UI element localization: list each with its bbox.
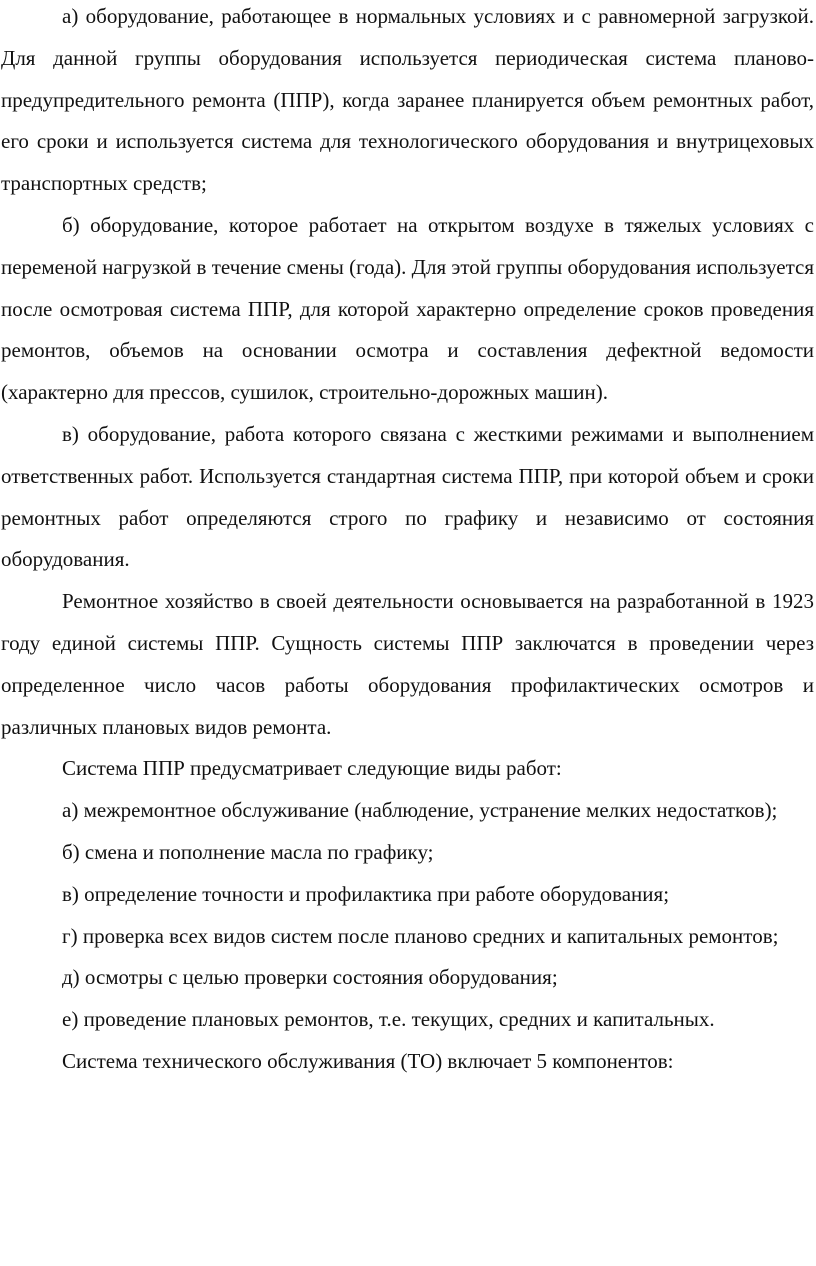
list-item-a: а) межремонтное обслуживание (наблюдение, устранение мелких недостатков); (62, 798, 778, 823)
list-item-b: б) смена и пополнение масла по графику; (62, 839, 434, 864)
paragraph-ppr-works-intro: Система ППР предусматривает следующие виды работ: (62, 756, 562, 781)
paragraph-repair-economy: Ремонтное хозяйство в своей деятельности основывается на разработанной в 1923 году единой системы ППР. Сущность системы ППР заключатся в проведении через определенное число часов работы оборудования профилактических осмотров и различных плановых видов ремонта. (1, 589, 814, 739)
paragraph-equipment-group-b: б) оборудование, которое работает на открытом воздухе в тяжелых условиях с переменой нагрузкой в течение смены (года). Для этой группы оборудования используется после осмотровая система ППР, для которой характерно определение сроков проведения ремонтов, объемов на основании осмотра и составления дефектной ведомости (характерно для прессов, сушилок, строительно-дорожных машин). (1, 212, 814, 405)
list-item-e: д) осмотры с целью проверки состояния оборудования; (62, 965, 558, 990)
list-item-d: г) проверка всех видов систем после планово средних и капитальных ремонтов; (62, 923, 779, 948)
paragraph-equipment-group-c: в) оборудование, работа которого связана с жесткими режимами и выполнением ответственных работ. Используется стандартная система ППР, при которой объем и сроки ремонтных работ определяются строго по графику и независимо от состояния оборудования. (1, 421, 814, 572)
list-item-f: е) проведение плановых ремонтов, т.е. текущих, средних и капитальных. (62, 1007, 715, 1032)
paragraph-maintenance-system: Система технического обслуживания (ТО) включает 5 компонентов: (62, 1048, 674, 1073)
paragraph-equipment-group-a: а) оборудование, работающее в нормальных условиях и с равномерной загрузкой. Для данной группы оборудования используется периодическая система планово-предупредительного ремонта (ППР), когда заранее планируется объем ремонтных работ, его сроки и используется система для технологического оборудования и внутрицеховых транспортных средств; (1, 4, 814, 196)
list-item-c: в) определение точности и профилактика при работе оборудования; (62, 881, 670, 906)
